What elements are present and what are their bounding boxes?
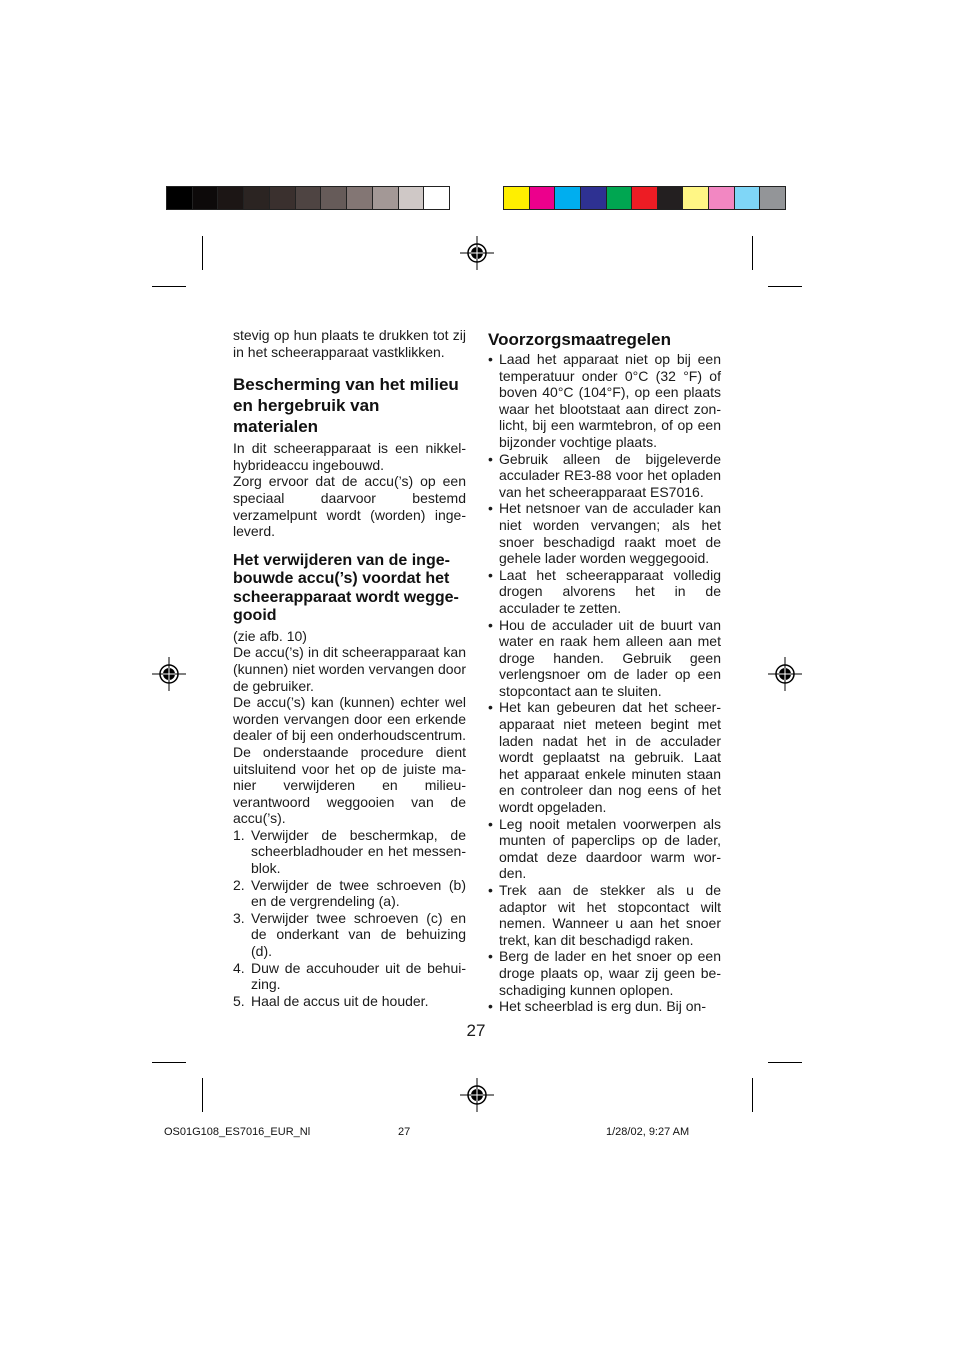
step-number: 5.	[233, 992, 245, 1009]
color-swatch	[347, 187, 373, 209]
intro-paragraph: stevig op hun plaats te drukken tot zij in het scheerapparaat vastklikken.	[233, 327, 466, 360]
color-swatch	[607, 187, 633, 209]
list-item	[233, 960, 466, 993]
step-number: 3.	[233, 909, 245, 926]
list-item	[233, 910, 466, 960]
color-swatch	[218, 187, 244, 209]
step-text: Verwijder de twee schroeven (b) en de vergrendeling (a).	[251, 876, 466, 910]
crop-mark	[768, 286, 802, 287]
removal-steps-list	[233, 827, 466, 1010]
paragraph: De accu(’s) in dit scheerapparaat kan (kunnen) niet worden vervangen door de gebruiker.	[233, 644, 466, 694]
list-item: • Laat het scheerapparaat volledig drogen alvorens het in de acculader te zetten.	[488, 567, 721, 617]
step-number: 2.	[233, 876, 245, 893]
color-swatch	[373, 187, 399, 209]
list-item	[233, 993, 466, 1010]
list-item	[233, 877, 466, 910]
color-swatch	[270, 187, 296, 209]
step-text: Verwijder de beschermkap, de scheerbladhouder en het messen-blok.	[251, 826, 466, 877]
step-number: 1.	[233, 826, 245, 843]
step-text: Haal de accus uit de houder.	[251, 992, 429, 1009]
section-heading-environment: Bescherming van het milieu en hergebruik van materialen	[233, 375, 459, 437]
color-swatch	[555, 187, 581, 209]
color-swatch	[760, 187, 785, 209]
registration-mark-icon	[460, 1078, 494, 1112]
footer-filename: OS01G108_ES7016_EUR_Nl	[164, 1126, 311, 1138]
color-swatch	[683, 187, 709, 209]
step-number: 4.	[233, 959, 245, 976]
list-item: • Het scheerblad is erg dun. Bij on-	[488, 998, 721, 1015]
page-number: 27	[466, 1021, 486, 1040]
registration-mark-icon	[152, 657, 186, 691]
list-item: • Hou de acculader uit de buurt van water en raak hem alleen aan met droge handen. Gebruik geen verlengsnoer om de lader op een stopcontact aan te sluiten.	[488, 617, 721, 700]
registration-mark-icon	[460, 236, 494, 270]
step-text: Duw de accuhouder uit de behui-zing.	[251, 959, 466, 993]
paragraph: Zorg ervoor dat de accu(’s) op een speciaal daarvoor bestemd verzamelpunt wordt (worden) inge-leverd.	[233, 473, 466, 540]
color-swatch	[399, 187, 425, 209]
grayscale-color-bar	[166, 186, 450, 210]
right-column	[488, 327, 721, 1015]
paragraph: In dit scheerapparaat is een nikkel-hybrideaccu ingebouwd.	[233, 440, 466, 473]
section-heading-precautions: Voorzorgsmaatregelen	[488, 330, 671, 349]
color-swatch	[632, 187, 658, 209]
crop-mark	[152, 1062, 186, 1063]
section-heading-battery-removal: Het verwijderen van de inge-bouwde accu(’s) voordat het scheerapparaat wordt wegge-gooid	[233, 551, 459, 625]
paragraph: De accu(’s) kan (kunnen) echter wel worden vervangen door een erkende dealer of bij een onderhoudscentrum. De onderstaande procedure dient uitsluitend voor het op de juiste ma-nier verwijderen en milieu-verantwoord weggooien van de accu(’s).	[233, 694, 466, 827]
precautions-list	[488, 351, 721, 1015]
list-item: • Leg nooit metalen voorwerpen als munten of paperclips op de lader, omdat deze daardoor warm wor-den.	[488, 816, 721, 882]
crop-mark	[752, 1078, 753, 1112]
color-swatch	[709, 187, 735, 209]
color-swatch	[735, 187, 761, 209]
color-swatch	[581, 187, 607, 209]
list-item: • Het kan gebeuren dat het scheer-apparaat niet meteen begint met laden nadat het in de acculader wordt geplaatst na gebruik. Laat het apparaat enkele minuten staan en controleer dan nog eens of het wordt opgeladen.	[488, 699, 721, 815]
crop-mark	[202, 236, 203, 270]
list-item	[233, 827, 466, 877]
figure-reference: (zie afb. 10)	[233, 627, 307, 644]
color-swatch	[504, 187, 530, 209]
color-swatch	[424, 187, 449, 209]
color-swatch	[167, 187, 193, 209]
registration-mark-icon	[768, 657, 802, 691]
color-swatch	[296, 187, 322, 209]
color-swatch	[321, 187, 347, 209]
color-swatch	[658, 187, 684, 209]
footer-page: 27	[398, 1126, 411, 1138]
crop-mark	[768, 1062, 802, 1063]
list-item: • Trek aan de stekker als u de adaptor wit het stopcontact wilt nemen. Wanneer u aan het snoer trekt, kan dit beschadigd raken.	[488, 882, 721, 948]
left-column	[233, 327, 466, 1009]
crop-mark	[752, 236, 753, 270]
crop-mark	[202, 1078, 203, 1112]
list-item: • Gebruik alleen de bijgeleverde acculader RE3-88 voor het opladen van het scheerapparaat ES7016.	[488, 451, 721, 501]
color-swatch	[244, 187, 270, 209]
footer-datetime: 1/28/02, 9:27 AM	[606, 1126, 690, 1138]
list-item: • Berg de lader en het snoer op een droge plaats op, waar zij geen be-schadiging kunnen oplopen.	[488, 948, 721, 998]
step-text: Verwijder twee schroeven (c) en de onderkant van de behuizing (d).	[251, 909, 466, 960]
process-color-bar	[503, 186, 786, 210]
crop-mark	[152, 286, 186, 287]
list-item: • Laad het apparaat niet op bij een temperatuur onder 0°C (32 °F) of boven 40°C (104°F), op een plaats waar het blootstaat aan direct zon-licht, bij een warmtebron, of op een bijzonder vochtige plaats.	[488, 351, 721, 451]
color-swatch	[530, 187, 556, 209]
color-swatch	[193, 187, 219, 209]
list-item: • Het netsnoer van de acculader kan niet worden vervangen; als het snoer beschadigd raakt moet de gehele lader worden weggegooid.	[488, 500, 721, 566]
